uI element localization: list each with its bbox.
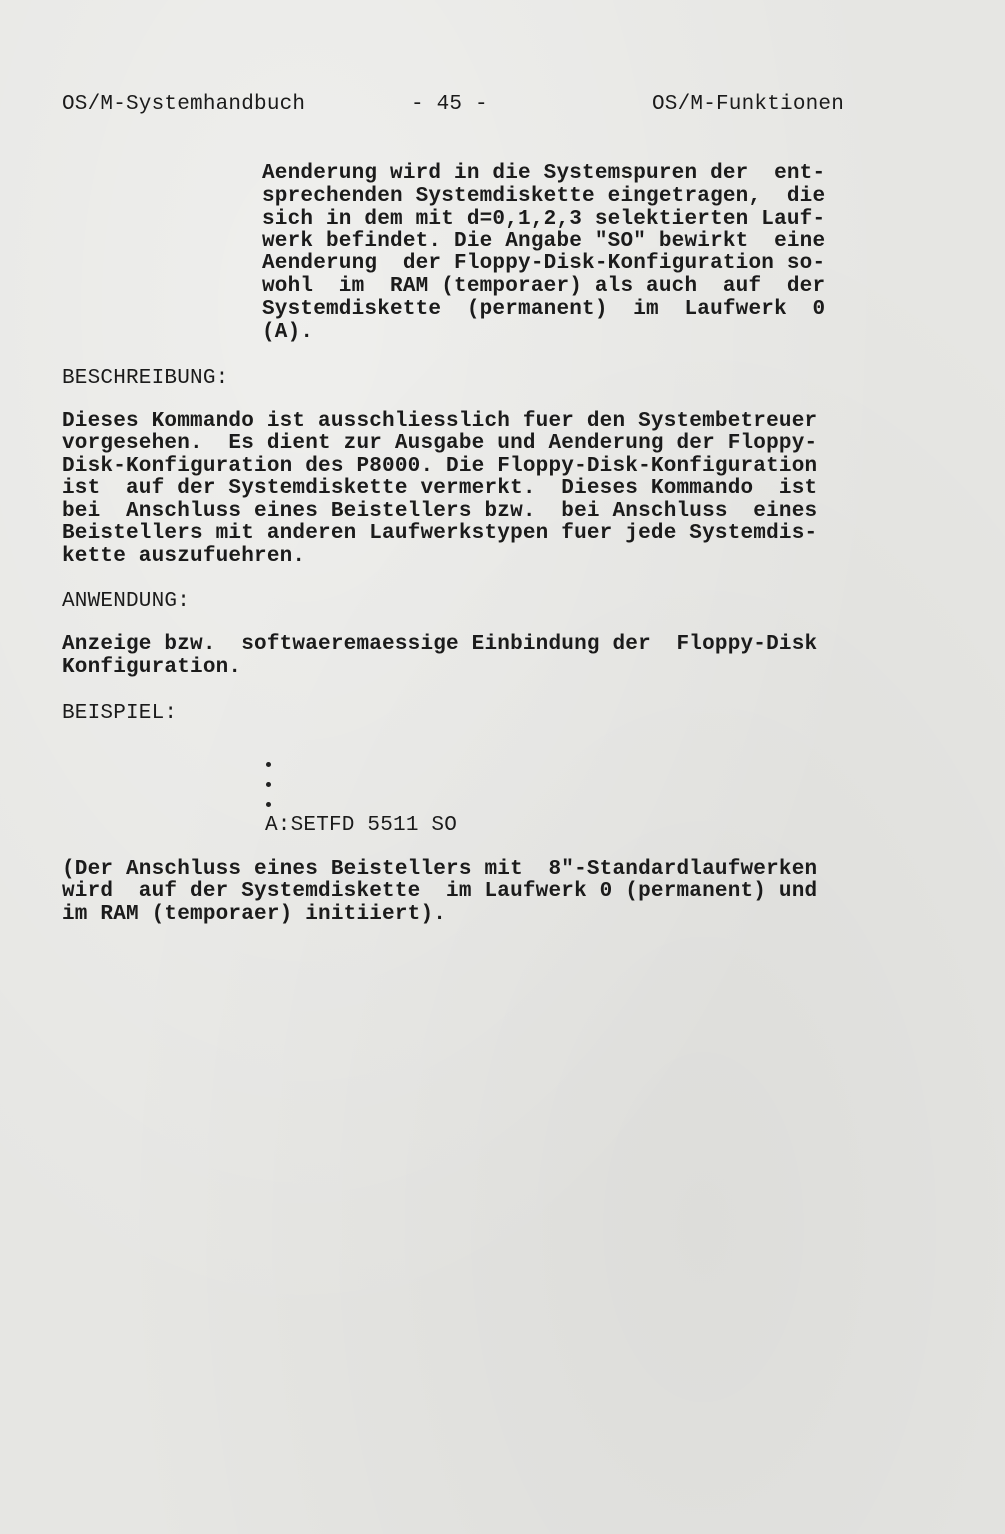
intro-line: Aenderung wird in die Systemspuren der ent- bbox=[262, 162, 826, 185]
beschreibung-line: Beistellers mit anderen Laufwerkstypen fuer jede Systemdis- bbox=[62, 522, 818, 545]
dot bbox=[266, 762, 271, 767]
header-right: OS/M-Funktionen bbox=[652, 93, 845, 116]
beschreibung-line: Dieses Kommando ist ausschliesslich fuer den Systembetreuer bbox=[62, 410, 818, 433]
beispiel-line: im RAM (temporaer) initiiert). bbox=[62, 903, 447, 926]
beispiel-line: wird auf der Systemdiskette im Laufwerk 0 (permanent) und bbox=[62, 880, 818, 903]
beschreibung-line: vorgesehen. Es dient zur Ausgabe und Aenderung der Floppy- bbox=[62, 432, 818, 455]
page-number: - 45 - bbox=[411, 93, 488, 116]
intro-line: sich in dem mit d=0,1,2,3 selektierten Lauf- bbox=[262, 208, 826, 231]
intro-line: Aenderung der Floppy-Disk-Konfiguration so- bbox=[262, 252, 826, 275]
beispiel-line: (Der Anschluss eines Beistellers mit 8"-Standardlaufwerken bbox=[62, 858, 818, 881]
anwendung-line: Konfiguration. bbox=[62, 656, 242, 679]
intro-line: sprechenden Systemdiskette eingetragen, die bbox=[262, 185, 826, 208]
dot bbox=[266, 802, 271, 807]
intro-line: werk befindet. Die Angabe "SO" bewirkt eine bbox=[262, 230, 826, 253]
anwendung-line: Anzeige bzw. softwaeremaessige Einbindung der Floppy-Disk bbox=[62, 633, 818, 656]
section-heading-beispiel: BEISPIEL: bbox=[62, 702, 178, 725]
intro-line: (A). bbox=[262, 321, 314, 344]
example-command: A:SETFD 5511 SO bbox=[265, 814, 458, 837]
section-heading-anwendung: ANWENDUNG: bbox=[62, 590, 191, 613]
dot bbox=[266, 782, 271, 787]
section-heading-beschreibung: BESCHREIBUNG: bbox=[62, 367, 229, 390]
beschreibung-line: Disk-Konfiguration des P8000. Die Floppy-Disk-Konfiguration bbox=[62, 455, 818, 478]
intro-line: wohl im RAM (temporaer) als auch auf der bbox=[262, 275, 826, 298]
intro-line: Systemdiskette (permanent) im Laufwerk 0 bbox=[262, 298, 826, 321]
header-left: OS/M-Systemhandbuch bbox=[62, 93, 306, 116]
beschreibung-line: ist auf der Systemdiskette vermerkt. Dieses Kommando ist bbox=[62, 477, 818, 500]
beschreibung-line: kette auszufuehren. bbox=[62, 545, 306, 568]
beschreibung-line: bei Anschluss eines Beistellers bzw. bei Anschluss eines bbox=[62, 500, 818, 523]
